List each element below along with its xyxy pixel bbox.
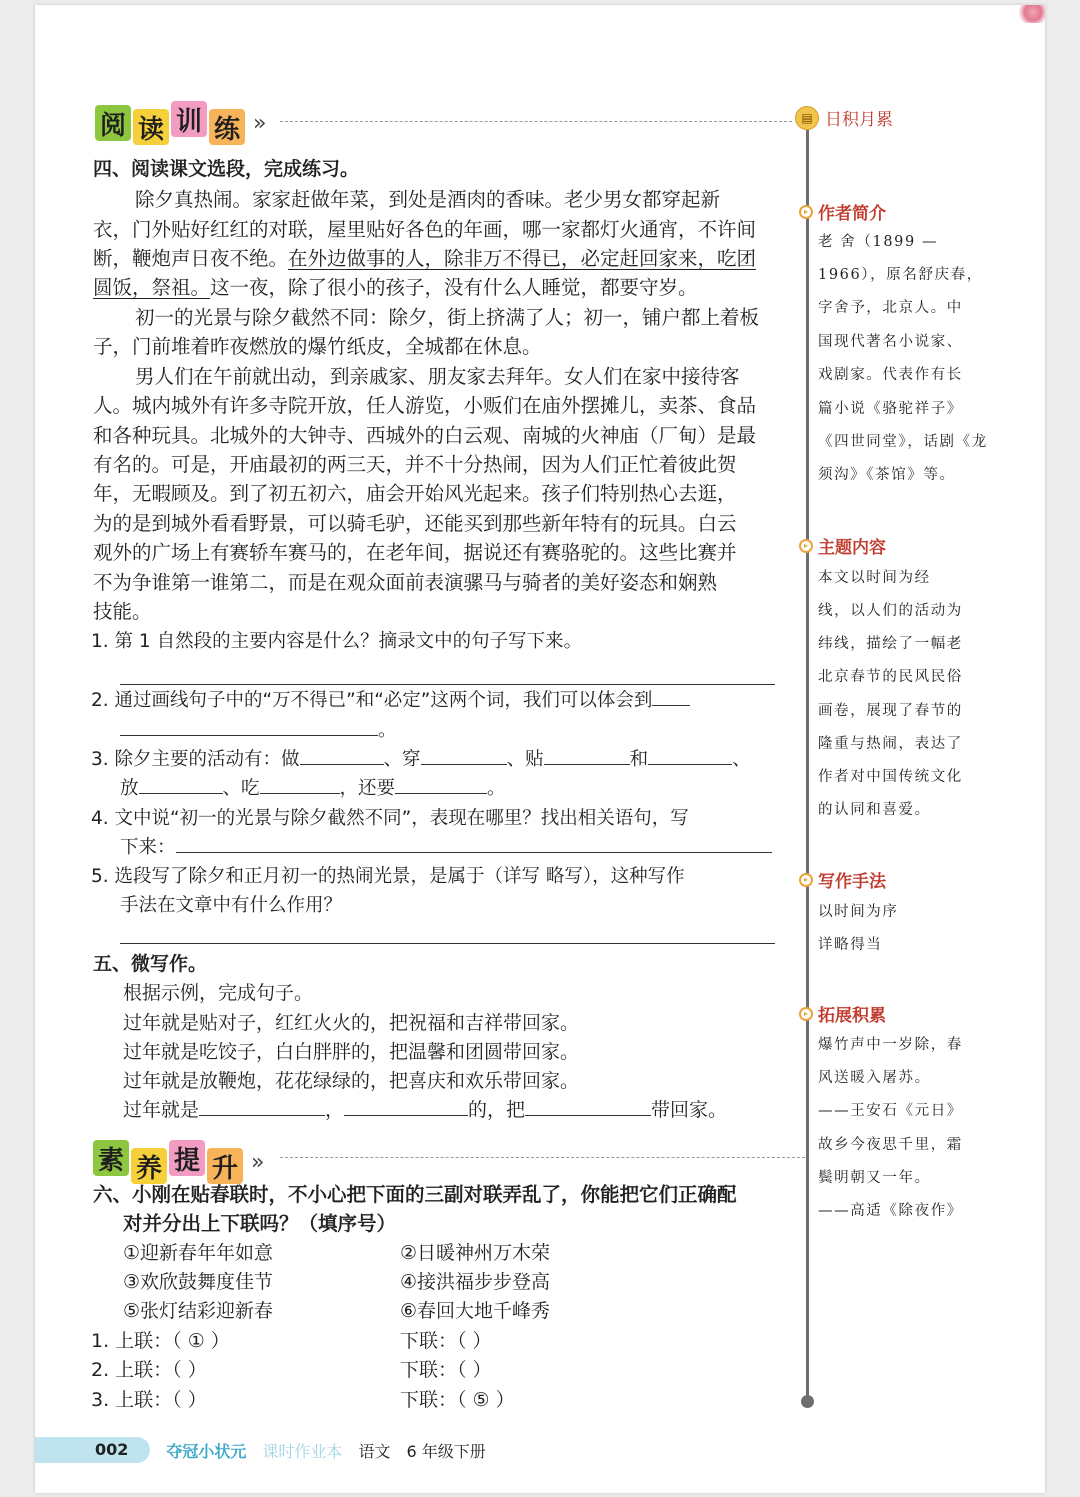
- double-chevron-icon: »: [251, 1149, 259, 1175]
- question-1: 1. 第 1 自然段的主要内容是什么？摘录文中的句子写下来。: [91, 631, 583, 652]
- answer-blank[interactable]: [260, 792, 340, 794]
- answer-blank[interactable]: [139, 792, 223, 794]
- passage-text: 断，鞭炮声日夜不绝。: [93, 247, 289, 270]
- answer-blank[interactable]: [199, 1114, 325, 1116]
- passage-line: 和各种玩具。北城外的大钟寺、西城外的白云观、南城的火神庙（厂甸）是最: [93, 424, 757, 447]
- lower-couplet-answer[interactable]: 下联：（ ）: [400, 1330, 492, 1352]
- sidebar-text: 线，以人们的活动为: [818, 603, 963, 619]
- sidebar-text: 戏剧家。代表作有长: [818, 367, 963, 383]
- subject: 语文: [358, 1441, 391, 1461]
- question-3: [91, 745, 751, 774]
- double-chevron-icon: »: [253, 110, 261, 136]
- question-3-text: 和: [629, 749, 649, 770]
- passage-text: 这一夜，除了很小的孩子，没有什么人睡觉，都要守岁。: [210, 276, 698, 299]
- underlined-sentence: 在外边做事的人，除非万不得已，必定赶回家来，吃团: [288, 247, 757, 270]
- lower-couplet-answer[interactable]: 下联：（ ）: [400, 1359, 492, 1381]
- page-number: 002: [35, 1437, 150, 1463]
- answer-blank[interactable]: [395, 792, 487, 794]
- underlined-sentence: 圆饭，祭祖。: [93, 276, 211, 299]
- header-tile: 升: [207, 1148, 243, 1184]
- sidebar-section-title: 作者简介: [818, 204, 886, 224]
- question-3-text: 、吃: [222, 778, 260, 799]
- passage-line: 人。城内城外有许多寺院开放，任人游览，小贩们在庙外摆摊儿，卖茶、食品: [93, 394, 757, 417]
- upper-couplet-answer[interactable]: 1. 上联：（ ① ）: [91, 1330, 230, 1352]
- sidebar-text: 详略得当: [818, 937, 883, 953]
- section-header-literacy: [93, 1140, 258, 1184]
- question-3-text: ，还要: [339, 778, 396, 799]
- header-tile: 素: [93, 1140, 129, 1176]
- sidebar-section-title: 主题内容: [818, 538, 886, 558]
- sidebar-text: 鬓明朝又一年。: [818, 1170, 931, 1186]
- answer-line[interactable]: [120, 943, 775, 944]
- couplet-option: ④接洪福步步登高: [400, 1271, 551, 1293]
- sidebar-text: 《四世同堂》，话剧《龙: [818, 434, 988, 450]
- answer-blank[interactable]: [652, 704, 690, 706]
- question-5: 5. 选段写了除夕和正月初一的热闹光景，是属于（详写 略写），这种写作: [91, 866, 685, 887]
- sidebar-text: 的认同和喜爱。: [818, 802, 931, 818]
- header-tile: 阅: [95, 105, 131, 141]
- passage-line: 除夕真热闹。家家赶做年菜，到处是酒肉的香味。老少男女都穿起新: [135, 188, 721, 211]
- answer-blank[interactable]: [648, 763, 732, 765]
- sidebar-text: 以时间为序: [818, 904, 899, 920]
- workbook-page: [35, 5, 1045, 1493]
- passage-line: 不为争谁第一谁第二，而是在观众面前表演骡马与骑者的美好姿态和娴熟: [93, 571, 718, 594]
- sidebar-text: 隆重与热闹，表达了: [818, 736, 963, 752]
- sidebar-section-method: [799, 867, 886, 892]
- sidebar-section-author: [799, 199, 886, 224]
- question-5-cont: 手法在文章中有什么作用？: [120, 895, 343, 916]
- sidebar-text: 故乡今夜思千里，霜: [818, 1137, 963, 1153]
- passage-line: 初一的光景与除夕截然不同：除夕，街上挤满了人；初一，铺户都上着板: [135, 306, 760, 329]
- passage-line: 子，门前堆着昨夜燃放的爆竹纸皮，全城都在休息。: [93, 335, 542, 358]
- sidebar-text: 北京春节的民风民俗: [818, 669, 963, 685]
- question-2: [91, 686, 690, 715]
- header-tile: 读: [133, 109, 169, 145]
- question-3-text: 、穿: [383, 749, 421, 770]
- passage-line: [93, 273, 698, 302]
- question-2-cont: [120, 716, 397, 745]
- page-footer: [35, 1437, 486, 1463]
- question-3-cont: [120, 774, 506, 803]
- book-badge-icon: ▤: [795, 106, 819, 130]
- sidebar-text: 篇小说《骆驼祥子》: [818, 401, 963, 417]
- question-3-text: 放: [120, 778, 139, 799]
- grade: 6 年级下册: [406, 1441, 486, 1461]
- section-header-reading: [95, 101, 260, 145]
- bullet-circle-icon: ▸: [799, 205, 813, 219]
- divider: [280, 1157, 805, 1158]
- header-tile: 提: [169, 1140, 205, 1176]
- example-sentence: 过年就是吃饺子，白白胖胖的，把温馨和团圆带回家。: [123, 1041, 580, 1063]
- couplet-option: ①迎新春年年如意: [123, 1242, 274, 1264]
- question-3-text: 3. 除夕主要的活动有：做: [91, 749, 300, 770]
- header-tile: 训: [171, 101, 207, 137]
- sidebar-text: 须沟》《茶馆》等。: [818, 467, 956, 483]
- sidebar-text: 字舍予，北京人。中: [818, 300, 963, 316]
- example-sentence: 过年就是贴对子，红红火火的，把祝福和吉祥带回家。: [123, 1012, 580, 1034]
- header-tile: 养: [131, 1148, 167, 1184]
- sidebar-text: 国现代著名小说家、: [818, 334, 963, 350]
- sidebar-text: 本文以时间为经: [818, 570, 931, 586]
- question-4-cont: [120, 833, 772, 862]
- brand-name: 夺冠小状元: [166, 1441, 247, 1461]
- answer-line[interactable]: [120, 684, 775, 685]
- corner-decoration: [1015, 5, 1045, 23]
- passage-line: 技能。: [93, 600, 152, 623]
- passage-line: 衣，门外贴好红红的对联，屋里贴好各色的年画，哪一家都灯火通宵，不许间: [93, 218, 757, 241]
- sidebar-text: 画卷，展现了春节的: [818, 703, 963, 719]
- sidebar-text: ——高适《除夜作》: [818, 1203, 963, 1219]
- punctuation: 。: [378, 720, 397, 741]
- divider: [280, 121, 792, 122]
- couplet-option: ②日暖神州万木荣: [400, 1242, 551, 1264]
- answer-blank[interactable]: [120, 734, 378, 736]
- example-sentence: 过年就是放鞭炮，花花绿绿的，把喜庆和欢乐带回家。: [123, 1070, 580, 1092]
- passage-line: 男人们在午前就出动，到亲戚家、朋友家去拜年。女人们在家中接待客: [135, 365, 740, 388]
- question-4-text: 下来：: [120, 837, 176, 858]
- bullet-circle-icon: ▸: [799, 873, 813, 887]
- sidebar-section-theme: [799, 533, 886, 558]
- answer-blank[interactable]: [544, 763, 630, 765]
- sidebar-section-title: 拓展积累: [818, 1006, 886, 1026]
- question-6-title-cont: 对并分出上下联吗？（填序号）: [123, 1212, 397, 1235]
- punctuation: 、: [732, 749, 751, 770]
- timeline-end-dot: [801, 1395, 814, 1408]
- passage-line: 为的是到城外看看野景，可以骑毛驴，还能买到那些新年特有的玩具。白云: [93, 512, 737, 535]
- sidebar-text: 老 舍（1899 —: [818, 234, 939, 250]
- sidebar-text: 作者对中国传统文化: [818, 769, 963, 785]
- question-3-text: 、贴: [506, 749, 544, 770]
- sidebar-header: [795, 105, 893, 130]
- instruction: 根据示例，完成句子。: [123, 982, 314, 1004]
- sidebar-text: 纬线，描绘了一幅老: [818, 636, 963, 652]
- question-2-text: 2. 通过画线句子中的“万不得已”和“必定”这两个词，我们可以体会到: [91, 690, 653, 711]
- upper-couplet-answer[interactable]: 2. 上联：（ ）: [91, 1359, 207, 1381]
- upper-couplet-answer[interactable]: 3. 上联：（ ）: [91, 1389, 207, 1411]
- bullet-circle-icon: ▸: [799, 539, 813, 553]
- question-6-title: 六、小刚在贴春联时，不小心把下面的三副对联弄乱了，你能把它们正确配: [93, 1183, 737, 1206]
- fill-text: 带回家。: [651, 1099, 728, 1121]
- answer-blank[interactable]: [176, 851, 772, 853]
- fill-text: 的，把: [468, 1099, 526, 1121]
- answer-blank[interactable]: [525, 1114, 651, 1116]
- answer-blank[interactable]: [344, 1114, 468, 1116]
- sidebar-section-title: 写作手法: [818, 872, 886, 892]
- book-name: 课时作业本: [262, 1441, 343, 1461]
- question-5-title: 五、微写作。: [93, 953, 208, 975]
- answer-blank[interactable]: [421, 763, 507, 765]
- couplet-option: ⑥春回大地千峰秀: [400, 1300, 551, 1322]
- fill-sentence: [123, 1096, 727, 1125]
- passage-line: 年，无暇顾及。到了初五初六，庙会开始风光起来。孩子们特别热心去逛，: [93, 482, 737, 505]
- couplet-option: ⑤张灯结彩迎新春: [123, 1300, 274, 1322]
- sidebar-text: 1966），原名舒庆春，: [818, 267, 983, 283]
- sidebar-text: 风送暖入屠苏。: [818, 1070, 931, 1086]
- punctuation: 。: [487, 778, 506, 799]
- header-tile: 练: [209, 109, 245, 145]
- passage-line: 观外的广场上有赛轿车赛马的，在老年间，据说还有赛骆驼的。这些比赛并: [93, 541, 737, 564]
- fill-text: 过年就是: [123, 1099, 200, 1121]
- couplet-option: ③欢欣鼓舞度佳节: [123, 1271, 274, 1293]
- bullet-circle-icon: ▸: [799, 1007, 813, 1021]
- sidebar-text: 爆竹声中一岁除，春: [818, 1037, 963, 1053]
- answer-blank[interactable]: [300, 763, 384, 765]
- sidebar-header-title: 日积月累: [825, 110, 893, 130]
- question-4-title: 四、阅读课文选段，完成练习。: [93, 158, 360, 180]
- sidebar-timeline: [806, 125, 809, 1405]
- sidebar-text: ——王安石《元日》: [818, 1103, 963, 1119]
- fill-text: ，: [325, 1099, 345, 1121]
- lower-couplet-answer[interactable]: 下联：（ ⑤ ）: [400, 1389, 515, 1411]
- sidebar-section-extension: [799, 1001, 886, 1026]
- question-4: 4. 文中说“初一的光景与除夕截然不同”，表现在哪里？找出相关语句，写: [91, 808, 689, 829]
- passage-line: [93, 244, 756, 273]
- passage-line: 有名的。可是，开庙最初的两三天，并不十分热闹，因为人们正忙着彼此贺: [93, 453, 737, 476]
